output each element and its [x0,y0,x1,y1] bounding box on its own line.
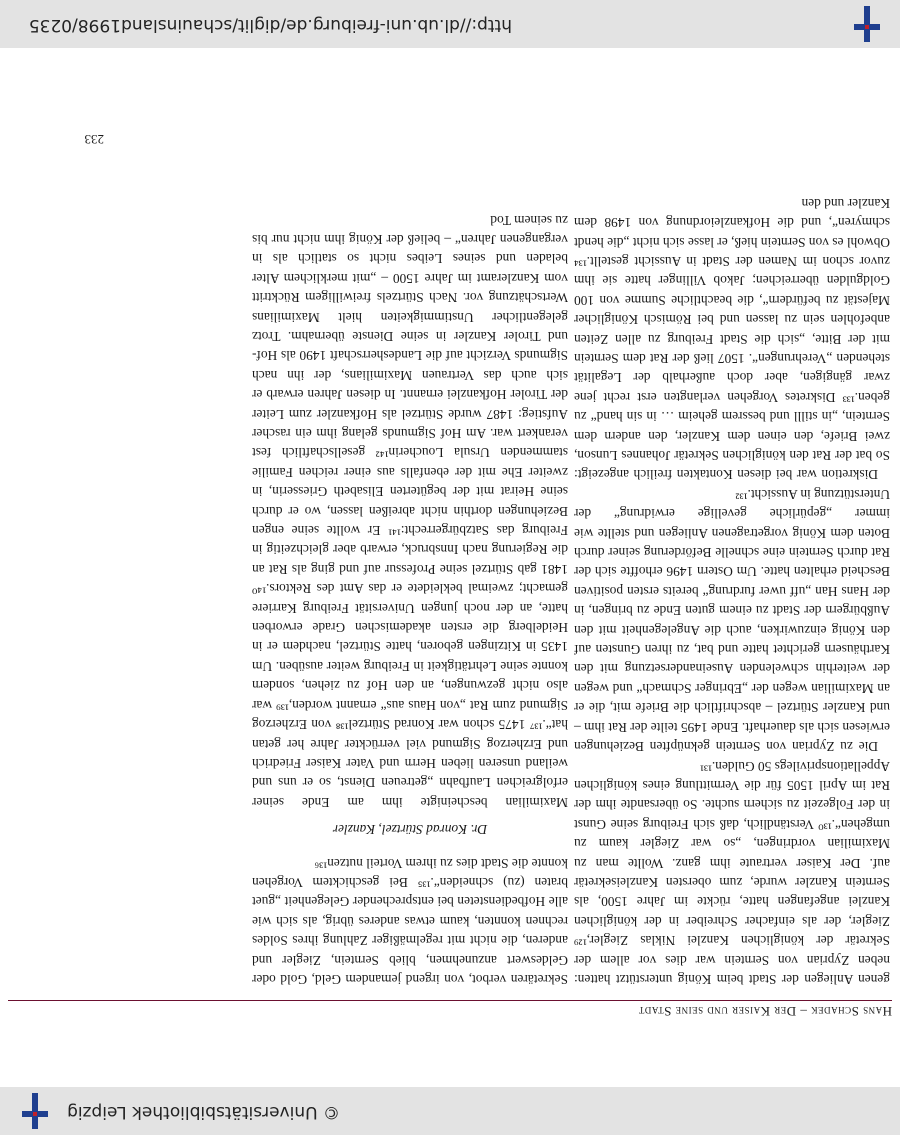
paragraph: Maximilian bescheinigte ihm am Ende seiner erfolgreichen Laufbahn „getreuen Dienst, so er uns und weiland unseren lieben Herrn und Vater Kaiser Friedrich und Erzherzog Sigmund viel verrückter Jahre her getan hat“.¹³⁷ 1475 schon war Konrad Stürtzel¹³⁸ von Erzherzog Sigmund zum Rat „von Haus aus“ ernannt worden,¹³⁹ war also nicht gezwungen, an den Hof zu ziehen, sondern konnte seine Lehrtätigkeit in Freiburg weiter ausüben. Um 1435 in Kitzingen geboren, hatte Stürtzel, nachdem er in Heidelberg die ersten akademischen Grade erworben hatte, an der noch jungen Universität Freiburg Karriere gemacht; zweimal bekleidete er das Amt des Rektors.¹⁴⁰ 1481 gab Stürtzel seine Professur auf und ging als Rat an die Regierung nach Innsbruck, erwarb aber gleichzeitig in Freiburg das Satzbürgerrecht:¹⁴¹ Er wollte seine engen Beziehungen dorthin nicht abreißen lassen, wo er durch seine Heirat mit der begüterten Elisabeth Griesserin, in zweiter Ehe mit der ebenfalls aus einer reichen Familie stammenden Ursula Loucherin¹⁴² gesellschaftlich fest verankert war. Am Hof Sigmunds gelang ihm ein rascher Aufstieg: 1487 wurde Stürtzel als Hofkanzler zum Leiter der Tiroler Hofkanzlei ernannt. In diesen Jahren erwarb er sich auch das Vertrauen Maximilians, der ihn nach Sigmunds Verzicht auf die Landesherrschaft 1490 als Hof- und Tiroler Kanzler in seine Dienste übernahm. Trotz gelegentlicher Unstimmigkeiten hielt Maximilians Wertschätzung vor. Nach Stürtzels freiwilligem Rücktritt vom Kanzleramt im Jahre 1500 – „mit merklichem Alter beladen und seines Leibes nicht so statlich als in vergangenen Jahren“ – beließ der König ihm nicht nur bis zu seinem Tod [252,212,568,810]
paragraph: Die zu Zyprian von Serntein geknüpften Beziehungen erwiesen sich als dauerhaft. Ende 1495 teilte der Rat ihm – und Kanzler Stürtzel – abschriftlich die Briefe mit, die er an Maximilian wegen der „Ebringer Schmach“ und wegen der weiterhin schwelenden Auseinandersetzung mit den Karthäusern gerichtet hatte und bat, zu ihren Gunsten auf den König einzuwirken, auch die Angelegenheit mit den Außbürgern der Stadt zu einem guten Ende zu bringen, in der Hans Han „uff uwer furdrung“ bereits ersten positiven Bescheid erhalten hatte. Um Ostern 1496 erhoffte sich der Rat durch Serntein eine schnelle Beförderung seiner durch Boten dem König vorgetragenen Anliegen und stellte wie immer „gepürliche gevellige erwidrung“ der Unterstützung in Aussicht.¹³² [574,486,890,755]
paragraph: Sekretären verbot, von irgend jemandem Geld, Gold oder Geldeswert anzunehmen, blieb Serntein, Ziegler und anderen, die nicht mit regelmäßiger Zahlung ihres Soldes rechnen konnten, kaum etwas anderes übrig, als sich wie alle Hofbediensteten bei entsprechender Gelegenheit „guet braten (zu) schneiden“.¹³⁵ Bei geschicktem Vorgehen konnte die Stadt dies zu ihrem Vorteil nutzen¹³⁶ [252,855,568,987]
copyright-text: © Universitätsbibliothek Leipzig [67,1102,340,1122]
source-url-banner [0,0,900,48]
page-number: 233 [84,132,104,147]
paragraph: genen Anliegen der Stadt beim König unterstützt hatten: neben Zyprian von Serntein war dies vor allem der Sekretär der königlichen Kanzlei Niklas Ziegler,¹²⁹ Ziegler, der als einfacher Schreiber in der königlichen Kanzlei angefangen hatte, rückte im Jahre 1500, als Serntein Kanzler wurde, zum obersten Kanzleisekretär auf. Der Kaiser vertraute ihm ganz. Wollte man zu Maximilian vordringen, „so war Ziegler kaum zu umgehen“.¹³⁰ Verständlich, daß sich Freiburg seine Gunst in der Folgezeit zu sichern suchte. So übersandte ihm der Rat im April 1505 für die Vermittlung eines königlichen Appellationsprivilegs 50 Gulden.¹³¹ [574,758,890,987]
source-url[interactable]: http://dl.ub.uni-freiburg.de/diglit/schauinsland1998/0235 [28,15,512,35]
library-logo-icon [854,6,880,42]
right-column [252,210,568,989]
footer-banner-leipzig [0,1087,900,1135]
running-head: Hans Schadek – Der Kaiser und seine Stadt [638,1004,892,1019]
section-heading: Dr. Konrad Stürtzel, Kanzler [332,822,488,838]
library-logo-icon [22,1093,48,1129]
left-column [574,193,890,989]
paragraph: Diskretion war bei diesen Kontakten freilich angezeigt: So bat der Rat den königlichen Sekretär Johannes Lunson, zwei Briefe, den einen dem Kanzler, den andern dem Serntein, „in stilll und bessrem geheim … in sin hand“ zu geben.¹³³ Diskretes Vorgehen verlangten erst recht jene zwar gängigen, aber doch außerhalb der Legalität stehenden „Verehrungen“. 1507 ließ der Rat dem Serntein mit der Bitte, „sich die Stadt Freiburg zu allen Zeiten anbefohlen sein zu lassen und bei Römisch Königlicher Majestät zu befürdern“, die beachtliche Summe von 100 Goldgulden überreichen; Jakob Villinger hatte sie ihm zuvor schon im Namen der Stadt in Aussicht gestellt.¹³⁴ Obwohl es von Serntein hieß, er lasse sich nicht „die hendt schmyren“, und die Hofkanzleiordnung von 1498 dem Kanzler und den [574,195,890,483]
header-rule [8,1000,892,1001]
